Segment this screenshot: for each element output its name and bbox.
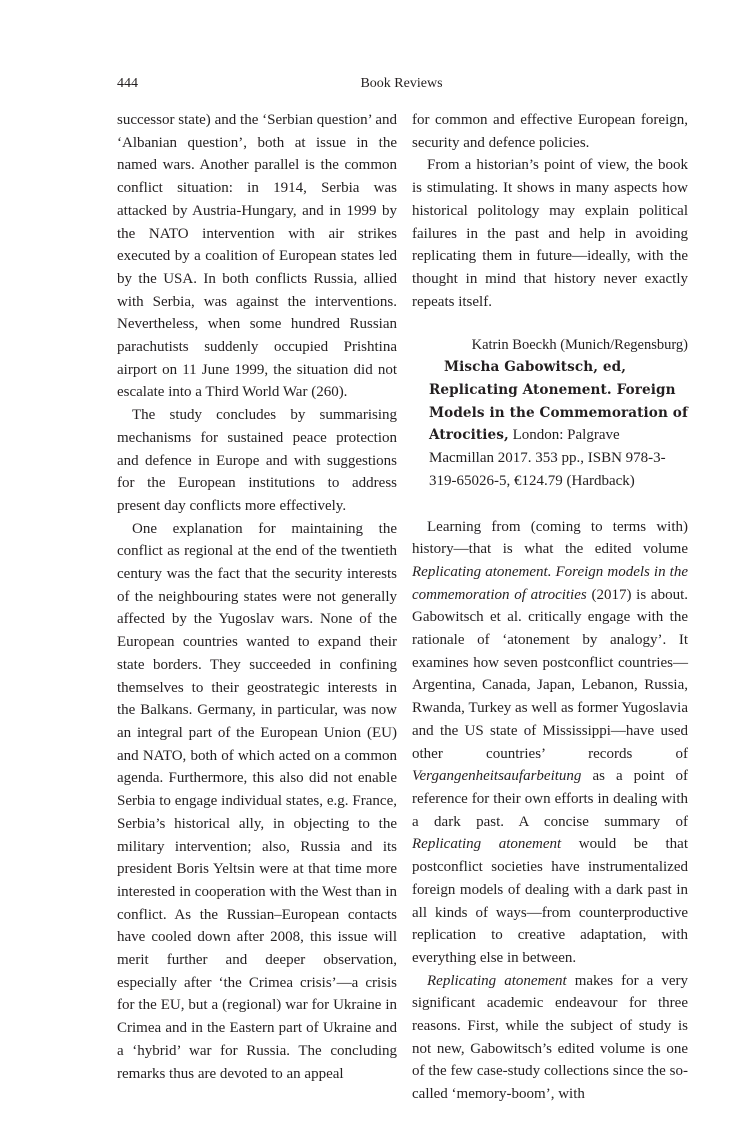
paragraph: successor state) and the ‘Serbian question’ and ‘Albanian question’, both at issue in the named wars. Another parallel is the common conflict situation: in 1914, Serbia was attacked by Austria-Hungary, and in 1999 by the NATO intervention with air strikes executed by a coalition of European states led by the USA. In both conflicts Russia, allied with Serbia, was against the interventions. Nevertheless, when some hundred Russian parachutists suddenly occupied Prishtina airport on 11 June 1999, the situation did not escalate into a Third World War (260). [117,112,397,401]
review-bibliographic-heading [412,356,688,492]
italic-title: Replicating atonement. Foreign models in the commemoration of atrocities [412,563,688,603]
paragraph: Learning from (coming to terms with) history—that is what the edited volume Replicating atonement. Foreign models in the commemoration of atrocities (2017) is about. Gabowitsch et al. critically engage with the rationale of ‘atonement by analogy’. It examines how seven postconflict countries—Argentina, Canada, Japan, Lebanon, Russia, Rwanda, Turkey as well as former Yugoslavia and the US state of Mississippi—have used other countries’ records of Vergangenheitsaufarbeitung as a point of reference for their own efforts in dealing with a dark past. A concise summary of Replicating atonement would be that postconflict societies have instrumentalized foreign models of dealing with a dark past in all kinds of ways—from counterproductive replication to creative adaptation, with everything else in between. [412,518,688,966]
section-title: Book Reviews [360,76,443,91]
review-publication-details: London: Palgrave Macmillan 2017. 353 pp., ISBN 978-3-319-65026-5, €124.79 (Hardback) [429,427,666,489]
italic-title: Replicating atonement [427,972,567,989]
paragraph: for common and effective European foreign, security and defence policies. [412,112,688,151]
paragraph: The study concludes by summarising mechanisms for sustained peace protection and defence in Europe and with suggestions for the European institutions to address present day conflicts more effectively. [117,407,397,514]
review-title-bold: Mischa Gabowitsch, ed, Replicating Atonement. Foreign Models in the Commemoration of Atrocities, [429,359,688,444]
paragraph: One explanation for maintaining the conflict as regional at the end of the twentieth century was the fact that the security interests of the neighbouring states were not generally affected by the Yugoslav wars. None of the European countries wanted to expand their state borders. They succeeded in confining themselves to their geostrategic interests in the Balkans. Germany, in particular, was now an integral part of the European Union (EU) and NATO, both of which acted on a common agenda. Furthermore, this also did not enable Serbia to engage individual states, e.g. France, Serbia’s historical ally, in objecting to the military intervention; also, Russia and its president Boris Yeltsin were at that time more interested in cooperation with the West than in conflict. As the Russian–European contacts have cooled down after 2008, this issue will merit further and deeper observation, especially after ‘the Crimea crisis’—a crisis for the EU, but a (regional) war for Ukraine in Crimea and in the Eastern part of Ukraine and a ‘hybrid’ war for Russia. The concluding remarks thus are devoted to an appeal [117,520,397,1082]
reviewer-signature: Katrin Boeckh (Munich/Regensburg) [471,337,688,354]
italic-title: Replicating atonement [412,836,562,853]
paragraph: From a historian’s point of view, the book is stimulating. It shows in many aspects how historical politology may explain political failures in the past and help in avoiding replicating them in future—ideally, with the thought in mind that history never exactly repeats itself. [412,157,688,310]
right-column [412,109,688,1106]
page-number: 444 [117,76,138,91]
paragraph: Replicating atonement makes for a very significant academic endeavour for three reasons. First, while the subject of study is not new, Gabowitsch’s edited volume is one of the few case-study collections since the so-called ‘memory-boom’, with [412,972,688,1103]
italic-term: Vergangenheitsaufarbeitung [412,768,582,785]
running-head [117,76,686,96]
left-column [117,109,397,1085]
